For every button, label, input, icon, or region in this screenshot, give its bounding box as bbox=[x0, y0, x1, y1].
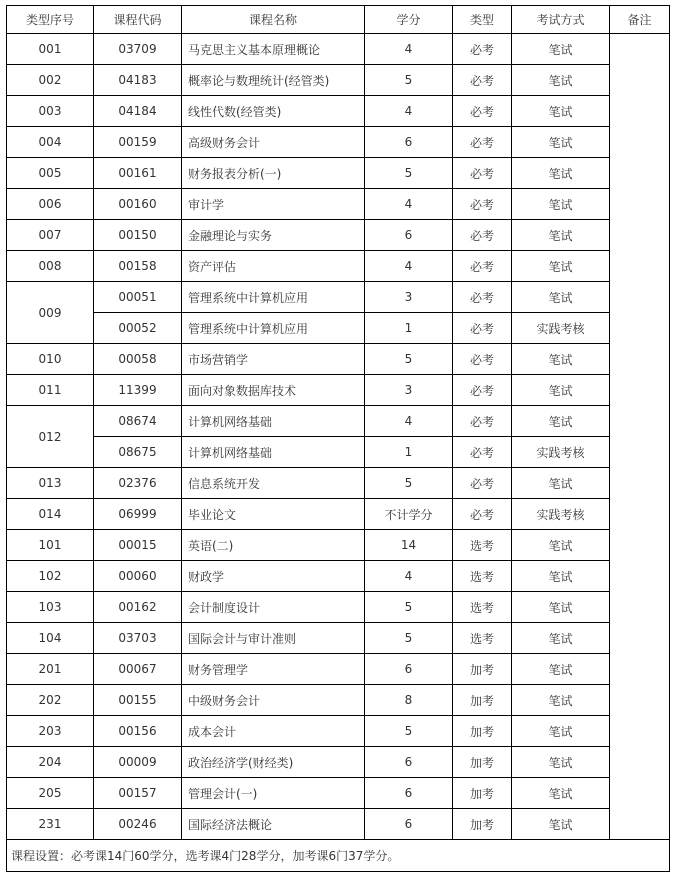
cell-seq: 203 bbox=[7, 716, 94, 747]
cell-name: 管理系统中计算机应用 bbox=[182, 282, 365, 313]
table-row bbox=[7, 96, 670, 127]
cell-credit: 4 bbox=[365, 96, 453, 127]
cell-type: 必考 bbox=[453, 127, 512, 158]
cell-exam: 笔试 bbox=[512, 623, 610, 654]
cell-seq: 204 bbox=[7, 747, 94, 778]
cell-exam: 笔试 bbox=[512, 778, 610, 809]
cell-seq: 201 bbox=[7, 654, 94, 685]
cell-code: 00160 bbox=[94, 189, 182, 220]
cell-name: 高级财务会计 bbox=[182, 127, 365, 158]
cell-name: 金融理论与实务 bbox=[182, 220, 365, 251]
cell-credit: 5 bbox=[365, 623, 453, 654]
cell-code: 11399 bbox=[94, 375, 182, 406]
cell-name: 国际会计与审计准则 bbox=[182, 623, 365, 654]
table-row bbox=[7, 778, 670, 809]
cell-exam: 笔试 bbox=[512, 127, 610, 158]
cell-exam: 笔试 bbox=[512, 96, 610, 127]
cell-type: 必考 bbox=[453, 406, 512, 437]
header-seq: 类型序号 bbox=[7, 6, 94, 34]
cell-seq: 013 bbox=[7, 468, 94, 499]
cell-exam: 笔试 bbox=[512, 685, 610, 716]
cell-code: 00246 bbox=[94, 809, 182, 840]
cell-credit: 6 bbox=[365, 220, 453, 251]
cell-code: 00052 bbox=[94, 313, 182, 344]
cell-type: 必考 bbox=[453, 468, 512, 499]
cell-code: 04184 bbox=[94, 96, 182, 127]
cell-seq: 010 bbox=[7, 344, 94, 375]
cell-credit: 6 bbox=[365, 747, 453, 778]
cell-seq: 001 bbox=[7, 34, 94, 65]
cell-code: 00159 bbox=[94, 127, 182, 158]
cell-credit: 5 bbox=[365, 344, 453, 375]
cell-code: 00060 bbox=[94, 561, 182, 592]
cell-seq: 011 bbox=[7, 375, 94, 406]
course-table bbox=[6, 5, 670, 872]
cell-exam: 笔试 bbox=[512, 561, 610, 592]
cell-code: 00157 bbox=[94, 778, 182, 809]
cell-name: 财务报表分析(一) bbox=[182, 158, 365, 189]
cell-credit: 5 bbox=[365, 716, 453, 747]
cell-credit: 6 bbox=[365, 654, 453, 685]
cell-type: 加考 bbox=[453, 747, 512, 778]
cell-name: 政治经济学(财经类) bbox=[182, 747, 365, 778]
header-credit: 学分 bbox=[365, 6, 453, 34]
cell-type: 必考 bbox=[453, 251, 512, 282]
table-row bbox=[7, 406, 670, 437]
cell-credit: 4 bbox=[365, 406, 453, 437]
cell-type: 加考 bbox=[453, 778, 512, 809]
cell-code: 00009 bbox=[94, 747, 182, 778]
table-row bbox=[7, 499, 670, 530]
course-summary: 课程设置：必考课14门60学分，选考课4门28学分，加考课6门37学分。 bbox=[7, 840, 670, 872]
cell-code: 06999 bbox=[94, 499, 182, 530]
cell-seq: 003 bbox=[7, 96, 94, 127]
cell-seq: 205 bbox=[7, 778, 94, 809]
cell-exam: 笔试 bbox=[512, 65, 610, 96]
header-name: 课程名称 bbox=[182, 6, 365, 34]
cell-name: 计算机网络基础 bbox=[182, 437, 365, 468]
cell-exam: 笔试 bbox=[512, 34, 610, 65]
cell-seq: 002 bbox=[7, 65, 94, 96]
cell-code: 00051 bbox=[94, 282, 182, 313]
table-row bbox=[7, 375, 670, 406]
cell-credit: 4 bbox=[365, 251, 453, 282]
cell-seq: 006 bbox=[7, 189, 94, 220]
table-row bbox=[7, 468, 670, 499]
cell-exam: 笔试 bbox=[512, 220, 610, 251]
cell-type: 加考 bbox=[453, 809, 512, 840]
cell-credit: 5 bbox=[365, 592, 453, 623]
table-row bbox=[7, 623, 670, 654]
table-row bbox=[7, 685, 670, 716]
cell-seq: 005 bbox=[7, 158, 94, 189]
cell-type: 加考 bbox=[453, 685, 512, 716]
cell-credit: 4 bbox=[365, 189, 453, 220]
cell-name: 概率论与数理统计(经管类) bbox=[182, 65, 365, 96]
cell-type: 选考 bbox=[453, 592, 512, 623]
cell-code: 00067 bbox=[94, 654, 182, 685]
cell-credit: 5 bbox=[365, 65, 453, 96]
cell-seq: 009 bbox=[7, 282, 94, 344]
cell-seq: 103 bbox=[7, 592, 94, 623]
cell-exam: 笔试 bbox=[512, 344, 610, 375]
cell-name: 财政学 bbox=[182, 561, 365, 592]
cell-credit: 4 bbox=[365, 34, 453, 65]
cell-exam: 笔试 bbox=[512, 809, 610, 840]
cell-seq: 007 bbox=[7, 220, 94, 251]
cell-name: 国际经济法概论 bbox=[182, 809, 365, 840]
cell-code: 00155 bbox=[94, 685, 182, 716]
cell-type: 必考 bbox=[453, 313, 512, 344]
cell-type: 必考 bbox=[453, 158, 512, 189]
cell-seq: 231 bbox=[7, 809, 94, 840]
cell-remark bbox=[610, 34, 670, 840]
cell-code: 03709 bbox=[94, 34, 182, 65]
cell-credit: 6 bbox=[365, 809, 453, 840]
cell-seq: 014 bbox=[7, 499, 94, 530]
table-row bbox=[7, 809, 670, 840]
table-row bbox=[7, 561, 670, 592]
cell-credit: 5 bbox=[365, 468, 453, 499]
cell-code: 08675 bbox=[94, 437, 182, 468]
table-row bbox=[7, 158, 670, 189]
cell-exam: 实践考核 bbox=[512, 313, 610, 344]
cell-type: 选考 bbox=[453, 561, 512, 592]
cell-name: 面向对象数据库技术 bbox=[182, 375, 365, 406]
cell-credit: 14 bbox=[365, 530, 453, 561]
cell-seq: 202 bbox=[7, 685, 94, 716]
header-code: 课程代码 bbox=[94, 6, 182, 34]
cell-type: 必考 bbox=[453, 499, 512, 530]
table-row bbox=[7, 282, 670, 313]
cell-code: 03703 bbox=[94, 623, 182, 654]
cell-seq: 104 bbox=[7, 623, 94, 654]
cell-credit: 5 bbox=[365, 158, 453, 189]
cell-seq: 102 bbox=[7, 561, 94, 592]
cell-name: 审计学 bbox=[182, 189, 365, 220]
cell-code: 04183 bbox=[94, 65, 182, 96]
cell-name: 财务管理学 bbox=[182, 654, 365, 685]
cell-type: 必考 bbox=[453, 282, 512, 313]
table-row bbox=[7, 65, 670, 96]
cell-exam: 笔试 bbox=[512, 530, 610, 561]
table-row bbox=[7, 313, 670, 344]
cell-seq: 008 bbox=[7, 251, 94, 282]
cell-credit: 3 bbox=[365, 282, 453, 313]
cell-name: 中级财务会计 bbox=[182, 685, 365, 716]
table-row bbox=[7, 251, 670, 282]
cell-type: 必考 bbox=[453, 96, 512, 127]
table-row bbox=[7, 716, 670, 747]
cell-type: 必考 bbox=[453, 344, 512, 375]
cell-name: 会计制度设计 bbox=[182, 592, 365, 623]
cell-credit: 1 bbox=[365, 313, 453, 344]
header-type: 类型 bbox=[453, 6, 512, 34]
cell-seq: 101 bbox=[7, 530, 94, 561]
cell-type: 必考 bbox=[453, 34, 512, 65]
table-row bbox=[7, 34, 670, 65]
cell-type: 加考 bbox=[453, 716, 512, 747]
cell-credit: 4 bbox=[365, 561, 453, 592]
footer-row bbox=[7, 840, 670, 872]
cell-code: 00156 bbox=[94, 716, 182, 747]
cell-credit: 6 bbox=[365, 778, 453, 809]
cell-exam: 笔试 bbox=[512, 158, 610, 189]
cell-exam: 笔试 bbox=[512, 654, 610, 685]
cell-name: 成本会计 bbox=[182, 716, 365, 747]
cell-exam: 笔试 bbox=[512, 592, 610, 623]
cell-name: 管理会计(一) bbox=[182, 778, 365, 809]
cell-code: 02376 bbox=[94, 468, 182, 499]
cell-name: 马克思主义基本原理概论 bbox=[182, 34, 365, 65]
cell-credit: 1 bbox=[365, 437, 453, 468]
header-exam: 考试方式 bbox=[512, 6, 610, 34]
cell-code: 00162 bbox=[94, 592, 182, 623]
header-remark: 备注 bbox=[610, 6, 670, 34]
cell-name: 信息系统开发 bbox=[182, 468, 365, 499]
cell-name: 计算机网络基础 bbox=[182, 406, 365, 437]
cell-type: 选考 bbox=[453, 623, 512, 654]
cell-exam: 笔试 bbox=[512, 251, 610, 282]
table-row bbox=[7, 437, 670, 468]
cell-code: 00058 bbox=[94, 344, 182, 375]
cell-seq: 012 bbox=[7, 406, 94, 468]
cell-code: 00161 bbox=[94, 158, 182, 189]
cell-name: 资产评估 bbox=[182, 251, 365, 282]
cell-exam: 笔试 bbox=[512, 406, 610, 437]
table-row bbox=[7, 654, 670, 685]
cell-code: 00150 bbox=[94, 220, 182, 251]
cell-credit: 6 bbox=[365, 127, 453, 158]
table-row bbox=[7, 189, 670, 220]
cell-exam: 实践考核 bbox=[512, 437, 610, 468]
cell-name: 英语(二) bbox=[182, 530, 365, 561]
cell-seq: 004 bbox=[7, 127, 94, 158]
cell-credit: 不计学分 bbox=[365, 499, 453, 530]
cell-type: 选考 bbox=[453, 530, 512, 561]
table-row bbox=[7, 344, 670, 375]
cell-type: 必考 bbox=[453, 220, 512, 251]
table-row bbox=[7, 592, 670, 623]
cell-exam: 笔试 bbox=[512, 282, 610, 313]
cell-name: 毕业论文 bbox=[182, 499, 365, 530]
table-row bbox=[7, 220, 670, 251]
cell-name: 管理系统中计算机应用 bbox=[182, 313, 365, 344]
cell-type: 必考 bbox=[453, 189, 512, 220]
cell-name: 线性代数(经管类) bbox=[182, 96, 365, 127]
table-row bbox=[7, 747, 670, 778]
cell-code: 08674 bbox=[94, 406, 182, 437]
cell-type: 加考 bbox=[453, 654, 512, 685]
cell-exam: 笔试 bbox=[512, 468, 610, 499]
header-row bbox=[7, 6, 670, 34]
cell-type: 必考 bbox=[453, 437, 512, 468]
cell-name: 市场营销学 bbox=[182, 344, 365, 375]
cell-exam: 笔试 bbox=[512, 375, 610, 406]
table-row bbox=[7, 530, 670, 561]
cell-type: 必考 bbox=[453, 65, 512, 96]
cell-credit: 3 bbox=[365, 375, 453, 406]
cell-exam: 笔试 bbox=[512, 716, 610, 747]
table-row bbox=[7, 127, 670, 158]
cell-type: 必考 bbox=[453, 375, 512, 406]
cell-credit: 8 bbox=[365, 685, 453, 716]
cell-exam: 笔试 bbox=[512, 747, 610, 778]
cell-exam: 实践考核 bbox=[512, 499, 610, 530]
cell-code: 00015 bbox=[94, 530, 182, 561]
cell-code: 00158 bbox=[94, 251, 182, 282]
cell-exam: 笔试 bbox=[512, 189, 610, 220]
